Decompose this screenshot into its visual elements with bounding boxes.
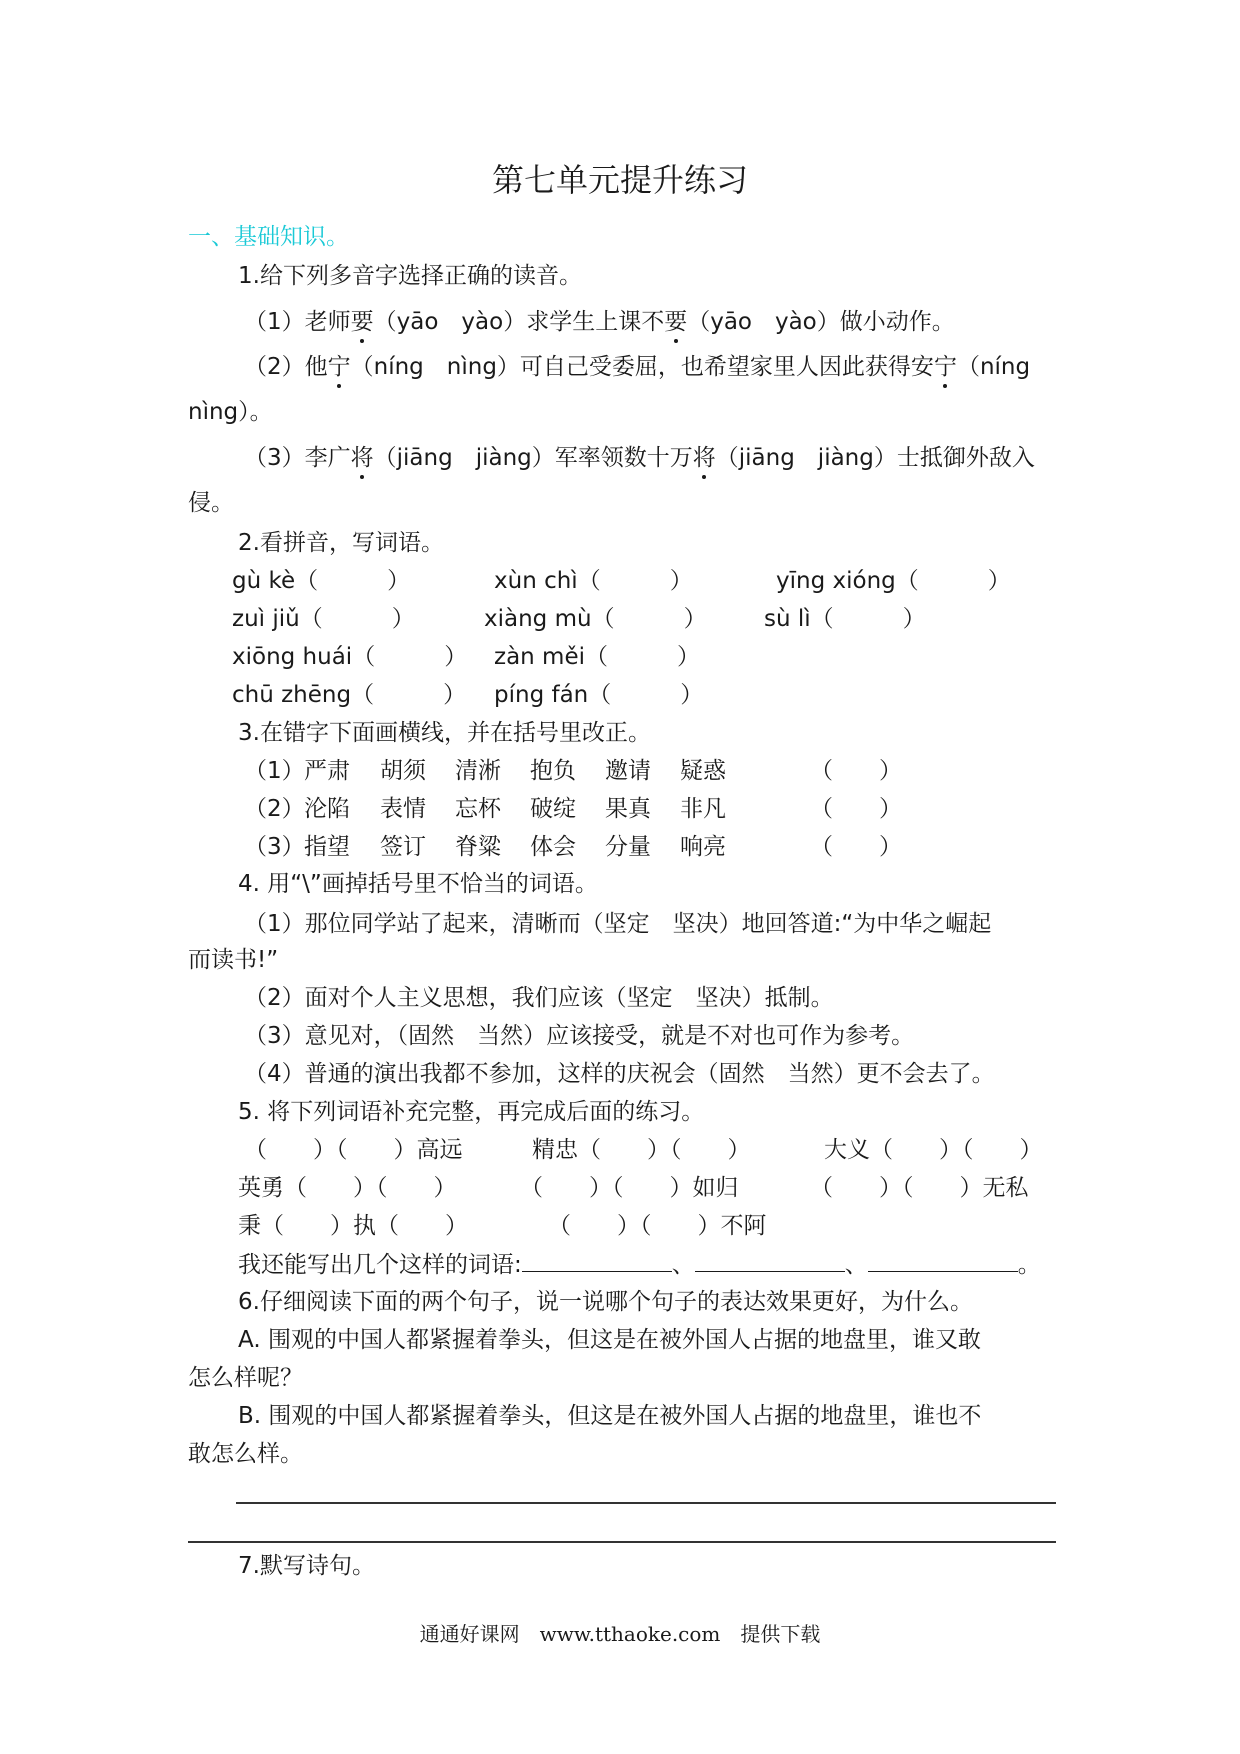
q2-heading: 2.看拼音，写词语。 xyxy=(238,530,444,556)
pinyin-item: chū zhēng（ ） xyxy=(232,682,467,708)
dotted-char: 将 xyxy=(350,445,374,471)
q3-word: 果真 xyxy=(605,796,651,822)
idiom-blank: （ ）（ ）高远 xyxy=(244,1137,463,1163)
idiom-blank: （ ）（ ）无私 xyxy=(810,1175,1029,1201)
q3-word: 非凡 xyxy=(680,796,726,822)
q4-sentence-3: （3）意见对，（固然 当然）应该接受，就是不对也可作为参考。 xyxy=(244,1023,915,1049)
dotted-char: 宁 xyxy=(933,354,957,380)
q3-word: 胡须 xyxy=(380,758,426,784)
answer-blank xyxy=(868,1249,1018,1272)
page-title: 第七单元提升练习 xyxy=(491,161,748,199)
pinyin-item: xiàng mù（ ） xyxy=(484,606,707,632)
q6-heading: 6.仔细阅读下面的两个句子，说一说哪个句子的表达效果更好，为什么。 xyxy=(238,1289,973,1315)
q7-heading: 7.默写诗句。 xyxy=(238,1553,375,1579)
pinyin-item: yīng xióng（ ） xyxy=(776,568,1011,594)
q4-sentence-1: （1）那位同学站了起来，清晰而（坚定 坚决）地回答道:“为中华之崛起 xyxy=(244,911,992,937)
q5-heading: 5. 将下列词语补充完整，再完成后面的练习。 xyxy=(238,1099,705,1125)
answer-line xyxy=(188,1541,1056,1543)
q6-sentence-a-cont: 怎么样呢？ xyxy=(188,1365,303,1391)
answer-blank xyxy=(522,1249,672,1272)
section-heading: 一、基础知识。 xyxy=(188,224,349,250)
q5-extra-line: 我还能写出几个这样的词语: 、 、 。 xyxy=(238,1249,1041,1280)
q6-sentence-b-cont: 敢怎么样。 xyxy=(188,1441,303,1467)
q3-word: 邀请 xyxy=(605,758,651,784)
q6-sentence-b: B. 围观的中国人都紧握着拳头，但这是在被外国人占据的地盘里，谁也不 xyxy=(238,1403,982,1429)
answer-line xyxy=(236,1502,1056,1504)
q3-word: 忘杯 xyxy=(455,796,501,822)
q3-answer-blank: （ ） xyxy=(810,796,902,822)
pinyin-item: zàn měi（ ） xyxy=(494,644,701,670)
q1-sentence-2: （2）他宁（níng nìng）可自己受委屈，也希望家里人因此获得安宁（níng xyxy=(244,354,1031,380)
pinyin-item: sù lì（ ） xyxy=(764,606,926,632)
idiom-blank: （ ）（ ）如归 xyxy=(520,1175,739,1201)
q3-word: 签订 xyxy=(380,834,426,860)
q4-heading: 4. 用“\”画掉括号里不恰当的词语。 xyxy=(238,871,598,897)
q3-word: 破绽 xyxy=(530,796,576,822)
q3-answer-blank: （ ） xyxy=(810,834,902,860)
dotted-char: 要 xyxy=(350,309,374,335)
q6-sentence-a: A. 围观的中国人都紧握着拳头，但这是在被外国人占据的地盘里，谁又敢 xyxy=(238,1327,981,1353)
answer-blank xyxy=(695,1249,845,1272)
q1-sentence-3-cont: 侵。 xyxy=(188,490,234,516)
pinyin-item: zuì jiǔ（ ） xyxy=(232,606,415,632)
idiom-blank: 秉（ ）执（ ） xyxy=(238,1213,468,1239)
q1-sentence-1: （1）老师要（yāo yào）求学生上课不要（yāo yào）做小动作。 xyxy=(244,309,955,335)
dotted-char: 将 xyxy=(692,445,716,471)
q4-sentence-1-cont: 而读书!” xyxy=(188,947,279,973)
q3-word: 脊粱 xyxy=(455,834,501,860)
q3-word: 抱负 xyxy=(530,758,576,784)
q3-row-num: （1） xyxy=(244,758,305,784)
pinyin-item: xùn chì（ ） xyxy=(494,568,693,594)
idiom-blank: 大义（ ）（ ） xyxy=(824,1137,1043,1163)
q3-answer-blank: （ ） xyxy=(810,758,902,784)
q4-sentence-2: （2）面对个人主义思想，我们应该（坚定 坚决）抵制。 xyxy=(244,985,834,1011)
q3-word: 体会 xyxy=(530,834,576,860)
idiom-blank: （ ）（ ）不阿 xyxy=(548,1213,767,1239)
q1-sentence-3: （3）李广将（jiāng jiàng）军率领数十万将（jiāng jiàng）士抵御外敌入 xyxy=(244,445,1035,471)
q3-word: 疑惑 xyxy=(680,758,726,784)
footer-credit: 通通好课网 www.tthaoke.com 提供下载 xyxy=(419,1622,821,1646)
q1-heading: 1.给下列多音字选择正确的读音。 xyxy=(238,263,582,289)
pinyin-item: gù kè（ ） xyxy=(232,568,411,594)
q3-row-num: （3） xyxy=(244,834,305,860)
q3-word: 沦陷 xyxy=(304,796,350,822)
q3-heading: 3.在错字下面画横线，并在括号里改正。 xyxy=(238,720,651,746)
idiom-blank: 英勇（ ）（ ） xyxy=(238,1175,457,1201)
q3-word: 严肃 xyxy=(304,758,350,784)
q1-sentence-2-cont: nìng）。 xyxy=(188,399,273,425)
q3-row-num: （2） xyxy=(244,796,305,822)
q3-word: 表情 xyxy=(380,796,426,822)
dotted-char: 宁 xyxy=(327,354,351,380)
q3-word: 响亮 xyxy=(680,834,726,860)
q3-word: 指望 xyxy=(304,834,350,860)
idiom-blank: 精忠（ ）（ ） xyxy=(532,1137,751,1163)
q3-word: 分量 xyxy=(605,834,651,860)
pinyin-item: píng fán（ ） xyxy=(494,682,704,708)
q3-word: 清淅 xyxy=(455,758,501,784)
pinyin-item: xiōng huái（ ） xyxy=(232,644,468,670)
q4-sentence-4: （4）普通的演出我都不参加，这样的庆祝会（固然 当然）更不会去了。 xyxy=(244,1061,995,1087)
dotted-char: 要 xyxy=(664,309,688,335)
